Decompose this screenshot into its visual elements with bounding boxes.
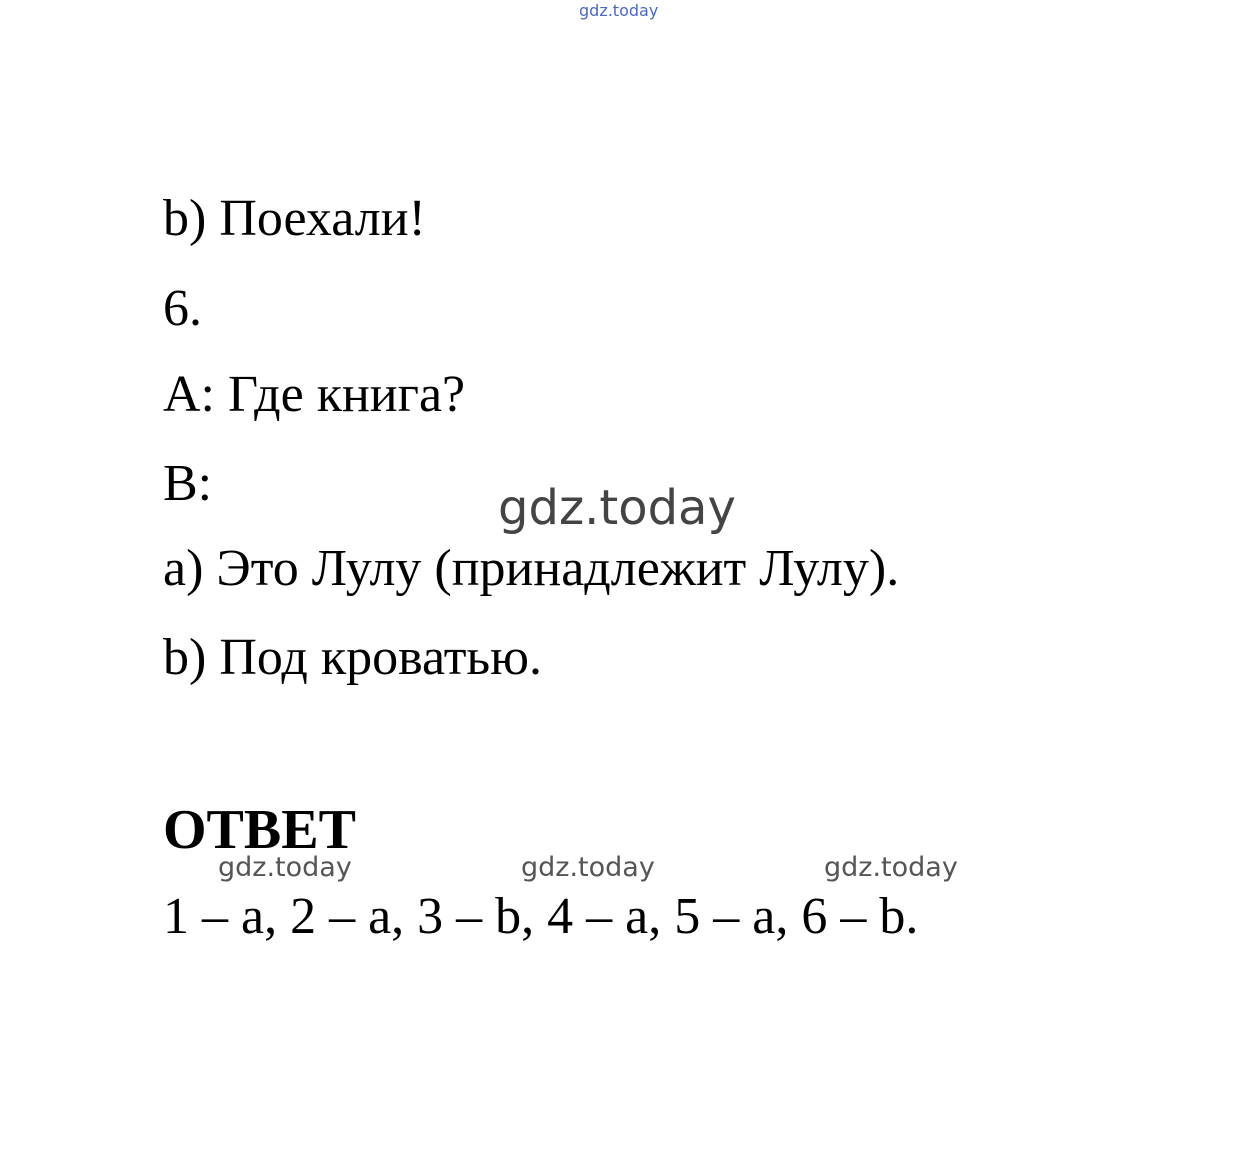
watermark-small-1: gdz.today <box>218 852 352 883</box>
answer-key: 1 – a, 2 – a, 3 – b, 4 – a, 5 – a, 6 – b. <box>163 888 919 945</box>
watermark-middle: gdz.today <box>498 480 736 536</box>
answer-heading: ОТВЕТ <box>163 799 356 861</box>
watermark-small-3: gdz.today <box>824 852 958 883</box>
watermark-small-2: gdz.today <box>521 852 655 883</box>
line-b-go: b) Поехали! <box>163 190 426 247</box>
task-number: 6. <box>163 280 202 337</box>
question-a: A: Где книга? <box>163 366 466 423</box>
option-b: b) Под кроватью. <box>163 629 542 686</box>
option-a: a) Это Лулу (принадлежит Лулу). <box>163 540 900 597</box>
watermark-top: gdz.today <box>579 1 659 20</box>
answer-b-label: B: <box>163 455 213 512</box>
